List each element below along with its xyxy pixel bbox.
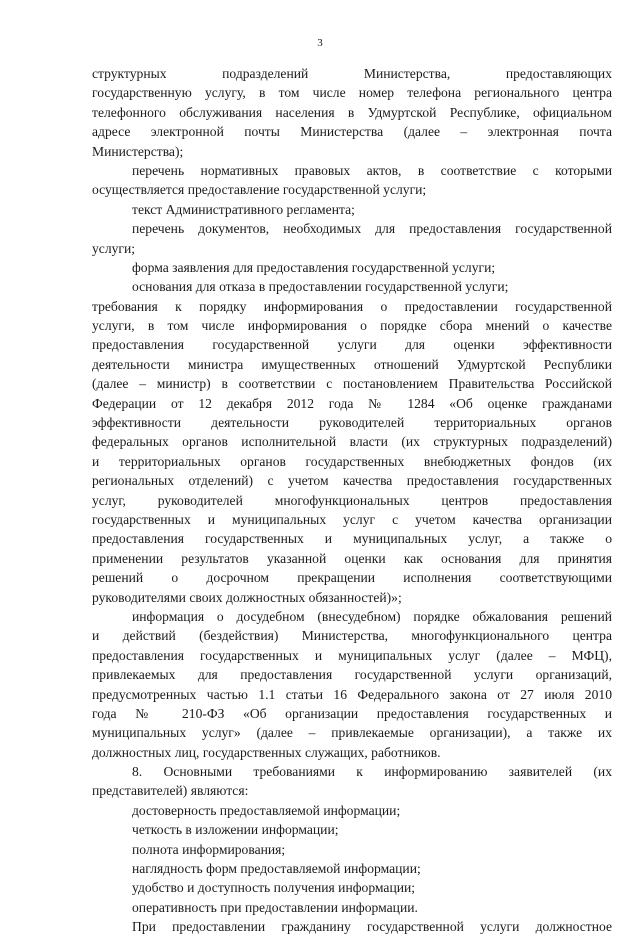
text-line: представителей) являются: — [92, 783, 249, 799]
text-line: применении результатов указанной оценки как основания для принятия — [92, 550, 612, 566]
text-line: федеральных органов исполнительной власти (их структурных подразделений) — [92, 434, 612, 450]
text-line: привлекаемых для предоставления государственной услуги организаций, — [92, 667, 612, 683]
text-line: структурных подразделений Министерства, предоставляющих — [92, 66, 612, 81]
text-line: перечень нормативных правовых актов, в соответствие с которыми — [132, 162, 612, 178]
text-line: предоставления государственных и муниципальных услуг (далее – МФЦ), — [92, 647, 612, 663]
text-line: основания для отказа в предоставлении государственной услуги; — [132, 279, 509, 295]
text-line: перечень документов, необходимых для предоставления государственной — [132, 221, 612, 237]
text-line: должностных лиц, государственных служащих, работников. — [92, 744, 441, 760]
text-line: государственную услугу, в том числе номер телефона регионального центра — [92, 85, 612, 101]
text-line: 8. Основными требованиями к информированию заявителей (их — [132, 764, 612, 780]
text-line: текст Административного регламента; — [132, 201, 355, 217]
text-line: четкость в изложении информации; — [132, 822, 339, 838]
text-line: наглядность форм предоставляемой информации; — [132, 861, 421, 877]
text-line: услуг, руководителей многофункциональных центров предоставления — [92, 492, 612, 508]
text-line: года № 210-ФЗ «Об организации предоставления государственных и — [92, 705, 612, 721]
page-number: 3 — [317, 37, 323, 49]
text-line: телефонного обслуживания населения в Удмуртской Республике, официальном — [92, 104, 612, 120]
text-line: предусмотренных частью 1.1 статьи 16 Федерального закона от 27 июля 2010 — [92, 686, 612, 702]
text-line: Министерства); — [92, 143, 184, 159]
text-line: оперативность при предоставлении информации. — [132, 899, 418, 915]
text-line: и территориальных органов государственных внебюджетных фондов (их — [92, 453, 612, 469]
text-line: информация о досудебном (внесудебном) порядке обжалования решений — [132, 608, 612, 624]
document-body — [92, 64, 612, 937]
text-line: Федерации от 12 декабря 2012 года № 1284 «Об оценке гражданами — [92, 395, 612, 411]
text-line: предоставления государственной услуги для оценки эффективности — [92, 337, 612, 353]
text-line: полнота информирования; — [132, 841, 286, 857]
text-line: осуществляется предоставление государственной услуги; — [92, 182, 427, 198]
text-line: региональных отделений) с учетом качества предоставления государственных — [92, 473, 612, 489]
text-line: достоверность предоставляемой информации; — [132, 802, 401, 818]
text-line: муниципальных услуг» (далее – привлекаемые организации), а также их — [92, 725, 612, 741]
text-line: эффективности деятельности руководителей территориальных органов — [92, 415, 612, 431]
text-line: руководителями своих должностных обязанностей)»; — [92, 589, 402, 605]
text-line: (далее – министр) в соответствии с постановлением Правительства Российской — [92, 376, 612, 392]
text-line: предоставления государственных и муниципальных услуг, а также о — [92, 531, 612, 547]
text-line: деятельности министра имущественных отношений Удмуртской Республики — [92, 356, 612, 372]
text-line: государственных и муниципальных услуг с учетом качества организации — [92, 511, 612, 527]
text-line: При предоставлении гражданину государственной услуги должностное — [132, 919, 612, 935]
text-line: удобство и доступность получения информации; — [132, 880, 416, 896]
text-line: и действий (бездействия) Министерства, многофункционального центра — [92, 628, 612, 644]
text-line: услуги, в том числе информирования о порядке сбора мнений о качестве — [92, 318, 612, 334]
text-line: услуги; — [92, 240, 136, 256]
text-line: решений о досрочном прекращении исполнения соответствующими — [92, 570, 612, 586]
text-line: адресе электронной почты Министерства (далее – электронная почта — [92, 124, 612, 140]
text-line: требования к порядку информирования о предоставлении государственной — [92, 298, 612, 314]
text-line: форма заявления для предоставления государственной услуги; — [132, 259, 496, 275]
